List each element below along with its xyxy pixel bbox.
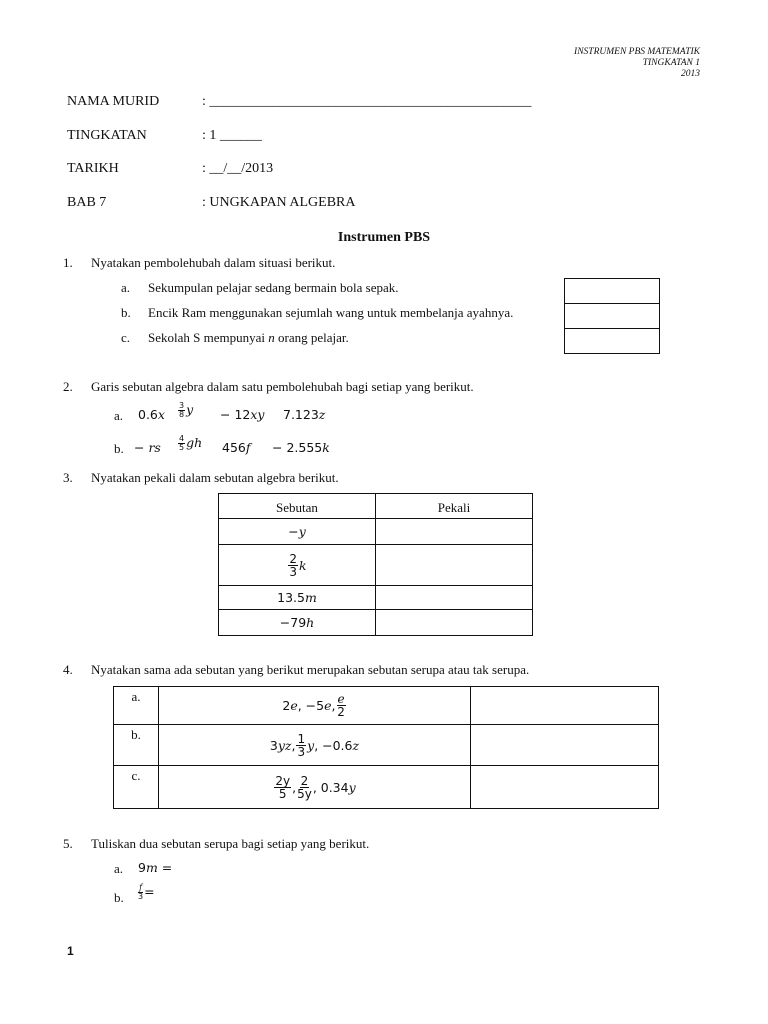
page-number: 1: [67, 944, 74, 958]
field-value-chapter: : UNGKAPAN ALGEBRA: [202, 195, 356, 210]
q4-mark-c: c.: [114, 766, 159, 809]
q1-b-text: Encik Ram menggunakan sejumlah wang untuk membelanja ayahnya.: [148, 305, 514, 320]
q4-answer-c[interactable]: [471, 766, 659, 809]
header-line-1: INSTRUMEN PBS MATEMATIK: [574, 47, 700, 57]
q1-c-text-post: orang pelajar.: [274, 330, 349, 345]
header-line-2: TINGKATAN 1: [642, 58, 700, 68]
field-value-name[interactable]: : ______________________________________________: [202, 94, 532, 109]
q3-term-4: −79 h: [219, 610, 376, 636]
q2-b-term-2[interactable]: $\frac{4}{5}$ gh: [179, 434, 203, 452]
q3-text: Nyatakan pekali dalam sebutan algebra berikut.: [91, 470, 339, 485]
q3-table: [218, 493, 533, 636]
q3-term-1: − y: [219, 519, 376, 545]
q3-term-2: $\frac{2}{3}$ k: [219, 545, 376, 586]
q4-number: 4.: [63, 662, 73, 677]
q2-a-term-4[interactable]: 7.123z: [283, 407, 326, 422]
q4-mark-a: a.: [114, 687, 159, 725]
document-header: [574, 47, 700, 80]
q4-answer-b[interactable]: [471, 725, 659, 766]
page-title: Instrumen PBS: [337, 230, 431, 245]
field-label-chapter: BAB 7: [67, 195, 107, 210]
q1-answer-box-c[interactable]: [564, 328, 660, 354]
q2-a-term-2[interactable]: $\frac{3}{8}$ y: [179, 401, 194, 419]
q2-b-term-4[interactable]: − 2.555k: [272, 440, 330, 455]
q5-b-mark: b.: [114, 890, 124, 905]
q3-answer-1[interactable]: [376, 519, 533, 545]
q1-c-mark: c.: [121, 330, 131, 345]
q2-a-term-3[interactable]: − 12xy: [220, 407, 265, 422]
field-label-date: TARIKH: [67, 161, 119, 176]
q1-a-mark: a.: [121, 280, 131, 295]
q2-b-term-3[interactable]: 456f: [222, 440, 251, 455]
q1-a-text: Sekumpulan pelajar sedang bermain bola sepak.: [148, 280, 399, 295]
q3-term-3: 13.5 m: [219, 586, 376, 610]
q4-mark-b: b.: [114, 725, 159, 766]
field-value-form[interactable]: : 1 ______: [202, 128, 262, 143]
q2-number: 2.: [63, 379, 73, 394]
q5-text: Tuliskan dua sebutan serupa bagi setiap yang berikut.: [91, 836, 370, 851]
q1-c-text-pre: Sekolah S mempunyai: [148, 330, 269, 345]
field-label-form: TINGKATAN: [67, 128, 147, 143]
q4-table: [113, 686, 659, 809]
header-line-3: 2013: [681, 69, 700, 79]
q5-b-expression[interactable]: $\frac{f}{3}$ =: [138, 883, 155, 901]
q3-answer-3[interactable]: [376, 586, 533, 610]
q1-answer-box-b[interactable]: [564, 303, 660, 329]
q3-answer-4[interactable]: [376, 610, 533, 636]
q2-text: Garis sebutan algebra dalam satu pembolehubah bagi setiap yang berikut.: [91, 379, 474, 394]
q2-a-mark: a.: [114, 408, 124, 423]
q3-header-term: Sebutan: [219, 494, 376, 519]
q1-c-variable: n: [268, 330, 275, 345]
q1-answer-box-a[interactable]: [564, 278, 660, 304]
q3-header-coefficient: Pekali: [376, 494, 533, 519]
q5-number: 5.: [63, 836, 73, 851]
q1-b-mark: b.: [121, 305, 131, 320]
q4-text: Nyatakan sama ada sebutan yang berikut merupakan sebutan serupa atau tak serupa.: [91, 662, 530, 677]
q4-terms-c: $\frac{2y}{5}$ , $\frac{2}{5y}$ , 0.34 y: [159, 766, 471, 809]
q3-number: 3.: [63, 470, 73, 485]
q5-a-mark: a.: [114, 861, 124, 876]
q3-answer-2[interactable]: [376, 545, 533, 586]
q2-b-term-1[interactable]: − rs: [134, 440, 161, 455]
q2-b-mark: b.: [114, 441, 124, 456]
q1-text: Nyatakan pembolehubah dalam situasi berikut.: [91, 255, 336, 270]
q4-answer-a[interactable]: [471, 687, 659, 725]
q5-a-expression[interactable]: 9m =: [138, 860, 173, 875]
q4-terms-a: 2 e , −5 e , $\frac{e}{2}$: [159, 687, 471, 725]
q4-terms-b: 3 yz , $\frac{1}{3}$ y , −0.6 z: [159, 725, 471, 766]
q2-a-term-1[interactable]: 0.6x: [138, 407, 165, 422]
field-value-date[interactable]: : __/__/2013: [202, 161, 274, 176]
q1-number: 1.: [63, 255, 73, 270]
field-label-name: NAMA MURID: [67, 94, 160, 109]
q1-c-text: [148, 330, 349, 345]
